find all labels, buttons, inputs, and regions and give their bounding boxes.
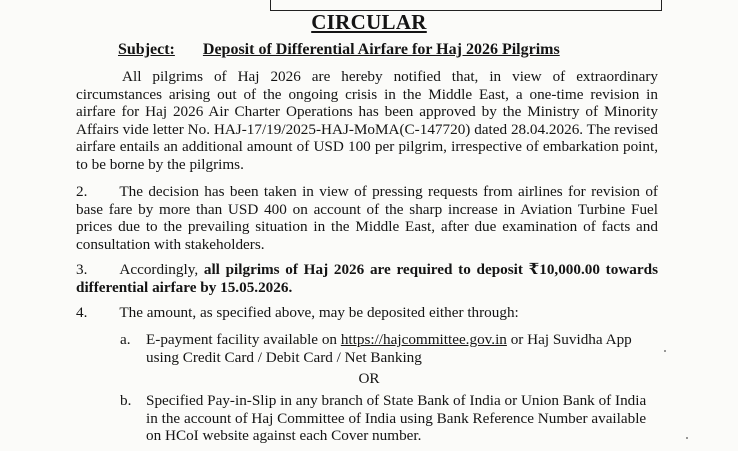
or-separator: OR (358, 370, 380, 387)
subject-line (118, 41, 560, 59)
subject-label: Subject: (118, 41, 175, 58)
paragraph-4-text: The amount, as specified above, may be deposited either through: (119, 304, 519, 321)
paragraph-2 (76, 183, 658, 253)
paragraph-3-prefix: Accordingly, (119, 261, 199, 278)
option-a-text-before: E-payment facility available on (146, 331, 338, 348)
scan-speck (686, 437, 688, 439)
paragraph-4 (76, 304, 658, 322)
option-a-label: a. (120, 331, 131, 348)
paragraph-3 (76, 261, 658, 296)
scan-speck (664, 350, 666, 352)
paragraph-3-emphasis: all pilgrims of Haj 2026 are required to deposit ₹10,000.00 towards differential airfare by 15.05.2026. (76, 261, 658, 296)
paragraph-1 (76, 68, 658, 174)
option-b-text: Specified Pay-in-Slip in any branch of State Bank of India or Union Bank of India in the account of Haj Committee of India using Bank Reference Number available on HCoI website against each Cover number. (146, 392, 647, 445)
paragraph-2-number: 2. (76, 183, 88, 200)
option-b-label: b. (120, 392, 132, 409)
page-title: CIRCULAR (311, 10, 427, 34)
option-a-text-after: or Haj Suvidha App using Credit Card / Debit Card / Net Banking (146, 331, 632, 366)
subject-text: Deposit of Differential Airfare for Haj 2026 Pilgrims (202, 41, 560, 58)
paragraph-2-text: The decision has been taken in view of pressing requests from airlines for revision of base fare by more than USD 400 on account of the sharp increase in Aviation Turbine Fuel prices due to the prevailing situation in the Middle East, after due examination of facts and consultation with stakeholders. (76, 183, 658, 253)
paragraph-4-number: 4. (76, 304, 88, 321)
paragraph-1-text: All pilgrims of Haj 2026 are hereby notified that, in view of extraordinary circumstances arising out of the ongoing crisis in the Middle East, a one-time revision in airfare for Haj 2026 Air Charter Operations has been approved by the Ministry of Minority Affairs vide letter No. HAJ-17/19/2025-HAJ-MoMA(C-147720) dated 28.04.2026. The revised airfare entails an additional amount of USD 100 per pilgrim, irrespective of embarkation point, to be borne by the pilgrims. (76, 68, 658, 173)
option-a-text (146, 331, 660, 366)
haj-committee-link[interactable]: https://hajcommittee.gov.in (340, 331, 507, 348)
paragraph-3-number: 3. (76, 261, 88, 278)
